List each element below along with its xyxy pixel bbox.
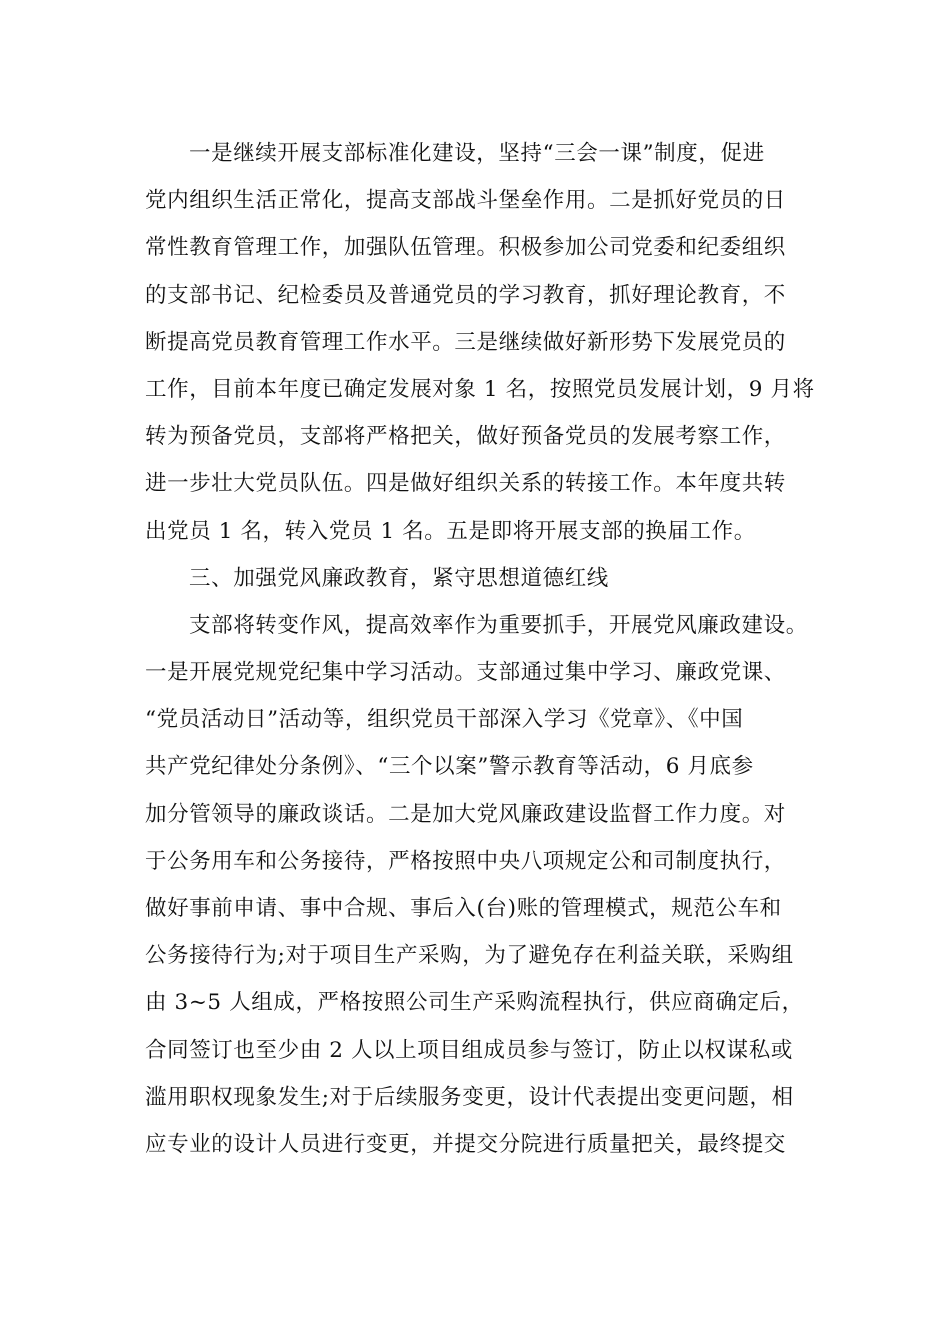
text-line: 常性教育管理工作，加强队伍管理。积极参加公司党委和纪委组织: [145, 235, 786, 261]
text-line: 于公务用车和公务接待，严格按照中央八项规定公和司制度执行，: [145, 848, 786, 874]
text-line: “党员活动日”活动等，组织党员干部深入学习《党章》、《中国: [145, 707, 744, 733]
text-line: 由 3~5 人组成，严格按照公司生产采购流程执行，供应商确定后，: [145, 990, 804, 1016]
text-line: 工作，目前本年度已确定发展对象 1 名，按照党员发展计划，9 月将: [145, 376, 815, 402]
text-line: 公务接待行为;对于项目生产采购，为了避免存在利益关联，采购组: [145, 943, 794, 969]
text-line: 应专业的设计人员进行变更，并提交分院进行质量把关，最终提交: [145, 1131, 786, 1157]
text-line: 共产党纪律处分条例》、“三个以案”警示教育等活动，6 月底参: [145, 754, 754, 780]
text-line: 断提高党员教育管理工作水平。三是继续做好新形势下发展党员的: [145, 329, 786, 355]
text-line: 转为预备党员，支部将严格把关，做好预备党员的发展考察工作，: [145, 424, 786, 450]
text-line: 支部将转变作风，提高效率作为重要抓手，开展党风廉政建设。: [189, 612, 808, 638]
section-heading: 三、加强党风廉政教育，紧守思想道德红线: [189, 565, 609, 591]
text-line: 一是开展党规党纪集中学习活动。支部通过集中学习、廉政党课、: [145, 660, 786, 686]
text-line: 党内组织生活正常化，提高支部战斗堡垒作用。二是抓好党员的日: [145, 188, 786, 214]
text-line: 一是继续开展支部标准化建设，坚持“三会一课”制度，促进: [189, 141, 765, 166]
document-body: [145, 130, 815, 1168]
text-line: 的支部书记、纪检委员及普通党员的学习教育，抓好理论教育，不: [145, 282, 786, 308]
text-line: 出党员 1 名，转入党员 1 名。五是即将开展支部的换届工作。: [145, 518, 756, 544]
text-line: 加分管领导的廉政谈话。二是加大党风廉政建设监督工作力度。对: [145, 801, 786, 827]
text-line: 做好事前申请、事中合规、事后入(台)账的管理模式，规范公车和: [145, 896, 782, 921]
text-line: 滥用职权现象发生;对于后续服务变更，设计代表提出变更问题，相: [145, 1084, 794, 1110]
text-line: 合同签订也至少由 2 人以上项目组成员参与签订，防止以权谋私或: [145, 1037, 793, 1063]
text-line: 进一步壮大党员队伍。四是做好组织关系的转接工作。本年度共转: [145, 471, 786, 497]
